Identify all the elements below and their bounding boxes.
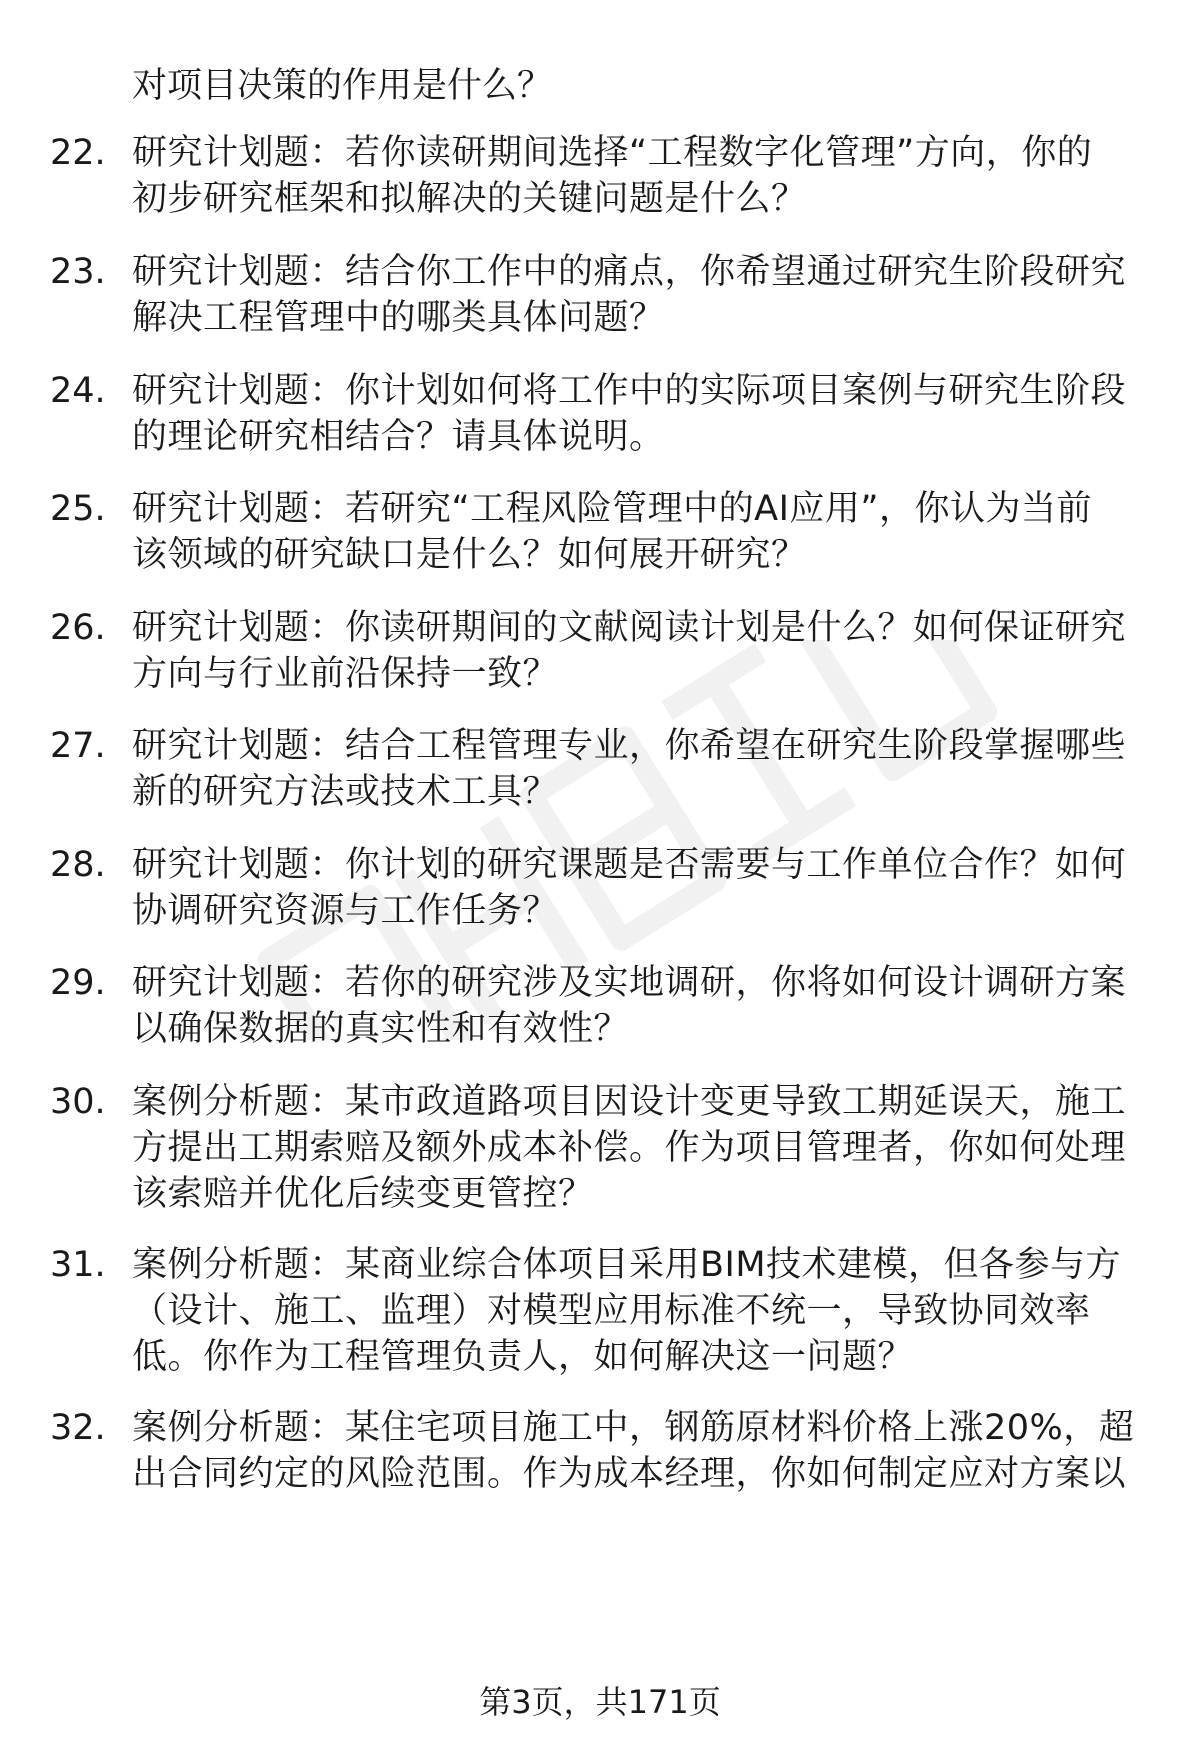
question-line: 研究计划题：结合工程管理专业，你希望在研究生阶段掌握哪些 [132,726,1127,766]
question-line: 的理论研究相结合？请具体说明。 [132,417,665,457]
question-item-30 [50,1079,1150,1217]
question-line: 该领域的研究缺口是什么？如何展开研究？ [132,535,807,575]
question-line: 案例分析题：某住宅项目施工中，钢筋原材料价格上涨20%，超 [132,1408,1135,1448]
question-line: 研究计划题：若你的研究涉及实地调研，你将如何设计调研方案 [132,963,1127,1003]
question-line: 出合同约定的风险范围。作为成本经理，你如何制定应对方案以 [132,1454,1127,1494]
question-item-28 [50,842,1150,934]
question-line: （设计、施工、监理）对模型应用标准不统一，导致协同效率 [132,1291,1091,1331]
question-line: 低。你作为工程管理负责人，如何解决这一问题？ [132,1337,914,1377]
continued-question-text: 对项目决策的作用是什么？ [132,66,553,106]
question-item-29 [50,960,1150,1052]
page-number-footer: 第3页，共171页 [479,1683,721,1721]
question-item-23 [50,249,1150,341]
question-number: 30. [50,1082,106,1122]
question-line: 研究计划题：若你读研期间选择“工程数字化管理”方向，你的 [132,133,1093,173]
question-line: 方提出工期索赔及额外成本补偿。作为项目管理者，你如何处理 [132,1128,1127,1168]
question-line: 新的研究方法或技术工具？ [132,772,559,812]
question-line: 研究计划题：若研究“工程风险管理中的AI应用”，你认为当前 [132,489,1093,529]
question-line: 协调研究资源与工作任务？ [132,891,559,931]
question-line: 案例分析题：某市政道路项目因设计变更导致工期延误天，施工 [132,1082,1127,1122]
question-number: 29. [50,963,106,1003]
question-number: 25. [50,489,106,529]
question-line: 研究计划题：你计划的研究课题是否需要与工作单位合作？如何 [132,845,1127,885]
question-line: 以确保数据的真实性和有效性？ [132,1009,630,1049]
question-number: 24. [50,371,106,411]
question-line: 案例分析题：某商业综合体项目采用BIM技术建模，但各参与方 [132,1245,1122,1285]
question-line: 解决工程管理中的哪类具体问题？ [132,298,665,338]
question-line: 研究计划题：你读研期间的文献阅读计划是什么？如何保证研究 [132,608,1127,648]
question-line: 初步研究框架和拟解决的关键问题是什么？ [132,179,807,219]
question-number: 26. [50,608,106,648]
question-line: 方向与行业前沿保持一致？ [132,654,559,694]
question-number: 32. [50,1408,106,1448]
question-line: 研究计划题：你计划如何将工作中的实际项目案例与研究生阶段 [132,371,1127,411]
question-item-22 [50,130,1150,222]
question-number: 31. [50,1245,106,1285]
question-item-24 [50,368,1150,460]
question-number: 22. [50,133,106,173]
question-item-25 [50,486,1150,578]
question-item-32 [50,1405,1150,1497]
question-number: 28. [50,845,106,885]
question-line: 研究计划题：结合你工作中的痛点，你希望通过研究生阶段研究 [132,252,1127,292]
question-line: 该索赔并优化后续变更管控？ [132,1174,594,1214]
question-item-31 [50,1242,1150,1380]
question-number: 27. [50,726,106,766]
question-item-27 [50,723,1150,815]
question-item-26 [50,605,1150,697]
question-number: 23. [50,252,106,292]
